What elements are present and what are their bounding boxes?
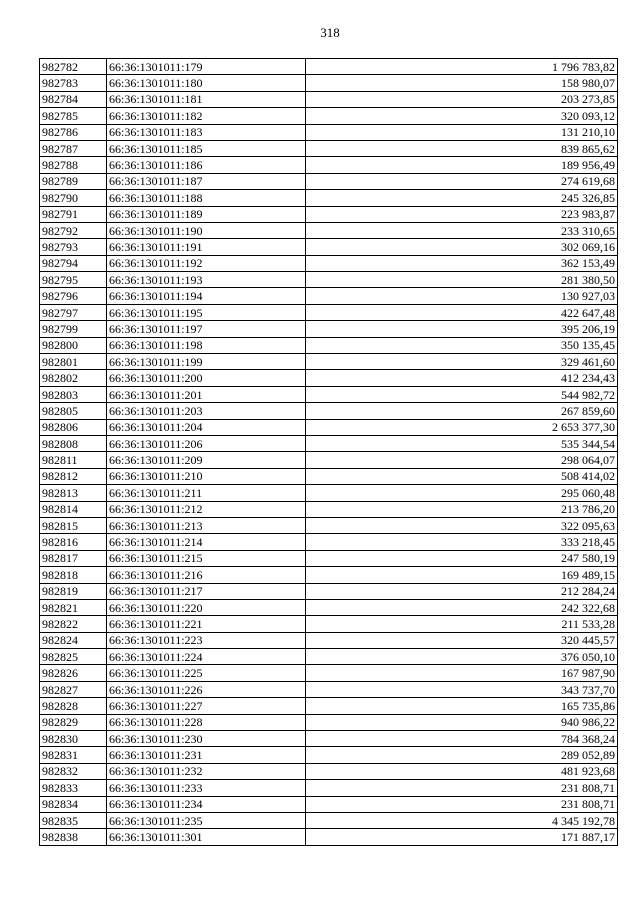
table-row (40, 206, 618, 222)
cadastral-number-cell: 66:36:1301011:224 (107, 649, 306, 665)
row-id-cell: 982793 (40, 239, 107, 255)
table-row (40, 403, 618, 419)
table-row (40, 321, 618, 337)
cadastral-value-cell: 481 923,68 (306, 763, 618, 779)
cadastral-number-cell: 66:36:1301011:201 (107, 386, 306, 402)
cadastral-number-cell: 66:36:1301011:198 (107, 337, 306, 353)
cadastral-number-cell: 66:36:1301011:204 (107, 419, 306, 435)
table-row (40, 222, 618, 238)
row-id-cell: 982822 (40, 616, 107, 632)
cadastral-value-cell: 289 052,89 (306, 747, 618, 763)
cadastral-value-cell: 298 064,07 (306, 452, 618, 468)
table-row (40, 59, 618, 75)
cadastral-value-cell: 333 218,45 (306, 534, 618, 550)
cadastral-number-cell: 66:36:1301011:217 (107, 583, 306, 599)
cadastral-number-cell: 66:36:1301011:235 (107, 812, 306, 828)
row-id-cell: 982792 (40, 222, 107, 238)
cadastral-number-cell: 66:36:1301011:182 (107, 108, 306, 124)
row-id-cell: 982814 (40, 501, 107, 517)
cadastral-number-cell: 66:36:1301011:197 (107, 321, 306, 337)
cadastral-value-cell: 839 865,62 (306, 140, 618, 156)
row-id-cell: 982784 (40, 91, 107, 107)
row-id-cell: 982815 (40, 517, 107, 533)
cadastral-number-cell: 66:36:1301011:233 (107, 780, 306, 796)
cadastral-value-cell: 213 786,20 (306, 501, 618, 517)
row-id-cell: 982791 (40, 206, 107, 222)
table-row (40, 780, 618, 796)
cadastral-number-cell: 66:36:1301011:226 (107, 681, 306, 697)
cadastral-number-cell: 66:36:1301011:192 (107, 255, 306, 271)
row-id-cell: 982819 (40, 583, 107, 599)
table-row (40, 435, 618, 451)
cadastral-value-cell: 131 210,10 (306, 124, 618, 140)
cadastral-number-cell: 66:36:1301011:191 (107, 239, 306, 255)
row-id-cell: 982811 (40, 452, 107, 468)
table-row (40, 419, 618, 435)
row-id-cell: 982835 (40, 812, 107, 828)
row-id-cell: 982785 (40, 108, 107, 124)
table-row (40, 550, 618, 566)
table-row (40, 468, 618, 484)
cadastral-value-cell: 320 093,12 (306, 108, 618, 124)
cadastral-value-cell: 1 796 783,82 (306, 59, 618, 75)
cadastral-number-cell: 66:36:1301011:193 (107, 272, 306, 288)
cadastral-value-cell: 302 069,16 (306, 239, 618, 255)
cadastral-value-cell: 350 135,45 (306, 337, 618, 353)
table-row (40, 255, 618, 271)
cadastral-number-cell: 66:36:1301011:200 (107, 370, 306, 386)
table-row (40, 583, 618, 599)
row-id-cell: 982821 (40, 599, 107, 615)
table-row (40, 124, 618, 140)
cadastral-value-cell: 784 368,24 (306, 731, 618, 747)
cadastral-value-cell: 343 737,70 (306, 681, 618, 697)
table-row (40, 173, 618, 189)
table-row (40, 140, 618, 156)
row-id-cell: 982790 (40, 190, 107, 206)
row-id-cell: 982830 (40, 731, 107, 747)
cadastral-number-cell: 66:36:1301011:206 (107, 435, 306, 451)
cadastral-number-cell: 66:36:1301011:209 (107, 452, 306, 468)
row-id-cell: 982794 (40, 255, 107, 271)
cadastral-value-cell: 322 095,63 (306, 517, 618, 533)
cadastral-number-cell: 66:36:1301011:228 (107, 714, 306, 730)
row-id-cell: 982833 (40, 780, 107, 796)
cadastral-value-cell: 223 983,87 (306, 206, 618, 222)
row-id-cell: 982816 (40, 534, 107, 550)
table-row (40, 599, 618, 615)
row-id-cell: 982802 (40, 370, 107, 386)
cadastral-value-cell: 211 533,28 (306, 616, 618, 632)
row-id-cell: 982838 (40, 829, 107, 845)
cadastral-value-cell: 212 284,24 (306, 583, 618, 599)
cadastral-number-cell: 66:36:1301011:214 (107, 534, 306, 550)
table-row (40, 304, 618, 320)
cadastral-value-cell: 245 326,85 (306, 190, 618, 206)
cadastral-value-cell: 362 153,49 (306, 255, 618, 271)
cadastral-value-cell: 171 887,17 (306, 829, 618, 845)
cadastral-number-cell: 66:36:1301011:231 (107, 747, 306, 763)
cadastral-number-cell: 66:36:1301011:187 (107, 173, 306, 189)
table-row (40, 288, 618, 304)
table-row (40, 665, 618, 681)
table-row (40, 272, 618, 288)
table-row (40, 812, 618, 828)
cadastral-number-cell: 66:36:1301011:212 (107, 501, 306, 517)
row-id-cell: 982828 (40, 698, 107, 714)
cadastral-value-cell: 2 653 377,30 (306, 419, 618, 435)
row-id-cell: 982808 (40, 435, 107, 451)
row-id-cell: 982800 (40, 337, 107, 353)
row-id-cell: 982827 (40, 681, 107, 697)
cadastral-number-cell: 66:36:1301011:211 (107, 485, 306, 501)
table-row (40, 157, 618, 173)
row-id-cell: 982788 (40, 157, 107, 173)
page-number: 318 (320, 25, 340, 40)
row-id-cell: 982829 (40, 714, 107, 730)
cadastral-number-cell: 66:36:1301011:223 (107, 632, 306, 648)
cadastral-value-cell: 281 380,50 (306, 272, 618, 288)
table-row (40, 452, 618, 468)
row-id-cell: 982801 (40, 354, 107, 370)
cadastral-number-cell: 66:36:1301011:186 (107, 157, 306, 173)
cadastral-number-cell: 66:36:1301011:183 (107, 124, 306, 140)
cadastral-number-cell: 66:36:1301011:234 (107, 796, 306, 812)
row-id-cell: 982795 (40, 272, 107, 288)
cadastral-number-cell: 66:36:1301011:180 (107, 75, 306, 91)
table-row (40, 370, 618, 386)
row-id-cell: 982834 (40, 796, 107, 812)
cadastral-value-cell: 544 982,72 (306, 386, 618, 402)
table-row (40, 501, 618, 517)
cadastral-value-cell: 295 060,48 (306, 485, 618, 501)
cadastral-number-cell: 66:36:1301011:215 (107, 550, 306, 566)
cadastral-value-cell: 4 345 192,78 (306, 812, 618, 828)
cadastral-number-cell: 66:36:1301011:181 (107, 91, 306, 107)
cadastral-number-cell: 66:36:1301011:230 (107, 731, 306, 747)
cadastral-value-cell: 329 461,60 (306, 354, 618, 370)
table-row (40, 567, 618, 583)
cadastral-number-cell: 66:36:1301011:190 (107, 222, 306, 238)
row-id-cell: 982786 (40, 124, 107, 140)
row-id-cell: 982826 (40, 665, 107, 681)
table-row (40, 354, 618, 370)
row-id-cell: 982799 (40, 321, 107, 337)
cadastral-value-cell: 169 489,15 (306, 567, 618, 583)
table-row (40, 337, 618, 353)
table-row (40, 239, 618, 255)
cadastral-number-cell: 66:36:1301011:227 (107, 698, 306, 714)
row-id-cell: 982803 (40, 386, 107, 402)
row-id-cell: 982832 (40, 763, 107, 779)
cadastral-number-cell: 66:36:1301011:185 (107, 140, 306, 156)
cadastral-number-cell: 66:36:1301011:188 (107, 190, 306, 206)
row-id-cell: 982818 (40, 567, 107, 583)
cadastral-value-cell: 412 234,43 (306, 370, 618, 386)
row-id-cell: 982796 (40, 288, 107, 304)
cadastral-number-cell: 66:36:1301011:221 (107, 616, 306, 632)
cadastral-number-cell: 66:36:1301011:301 (107, 829, 306, 845)
table-row (40, 517, 618, 533)
table-row (40, 485, 618, 501)
cadastral-value-cell: 320 445,57 (306, 632, 618, 648)
cadastral-number-cell: 66:36:1301011:210 (107, 468, 306, 484)
cadastral-value-cell: 247 580,19 (306, 550, 618, 566)
row-id-cell: 982813 (40, 485, 107, 501)
table-row (40, 108, 618, 124)
cadastral-number-cell: 66:36:1301011:232 (107, 763, 306, 779)
table-row (40, 616, 618, 632)
table-body (40, 59, 618, 846)
cadastral-number-cell: 66:36:1301011:203 (107, 403, 306, 419)
table-row (40, 190, 618, 206)
cadastral-number-cell: 66:36:1301011:194 (107, 288, 306, 304)
cadastral-value-cell: 376 050,10 (306, 649, 618, 665)
row-id-cell: 982783 (40, 75, 107, 91)
table-row (40, 731, 618, 747)
cadastral-number-cell: 66:36:1301011:225 (107, 665, 306, 681)
cadastral-number-cell: 66:36:1301011:195 (107, 304, 306, 320)
cadastral-number-cell: 66:36:1301011:220 (107, 599, 306, 615)
row-id-cell: 982817 (40, 550, 107, 566)
cadastral-value-cell: 274 619,68 (306, 173, 618, 189)
cadastral-value-cell: 508 414,02 (306, 468, 618, 484)
cadastral-number-cell: 66:36:1301011:179 (107, 59, 306, 75)
row-id-cell: 982805 (40, 403, 107, 419)
cadastral-number-cell: 66:36:1301011:213 (107, 517, 306, 533)
cadastral-value-cell: 233 310,65 (306, 222, 618, 238)
table-row (40, 763, 618, 779)
table-row (40, 75, 618, 91)
cadastral-number-cell: 66:36:1301011:199 (107, 354, 306, 370)
row-id-cell: 982806 (40, 419, 107, 435)
cadastral-value-cell: 422 647,48 (306, 304, 618, 320)
cadastral-value-cell: 940 986,22 (306, 714, 618, 730)
row-id-cell: 982782 (40, 59, 107, 75)
cadastral-value-cell: 203 273,85 (306, 91, 618, 107)
row-id-cell: 982825 (40, 649, 107, 665)
table-row (40, 91, 618, 107)
cadastral-value-cell: 167 987,90 (306, 665, 618, 681)
cadastral-value-cell: 395 206,19 (306, 321, 618, 337)
cadastral-value-cell: 242 322,68 (306, 599, 618, 615)
table-row (40, 714, 618, 730)
table-row (40, 649, 618, 665)
cadastral-value-cell: 165 735,86 (306, 698, 618, 714)
cadastral-value-cell: 130 927,03 (306, 288, 618, 304)
cadastral-value-cell: 231 808,71 (306, 796, 618, 812)
row-id-cell: 982824 (40, 632, 107, 648)
cadastral-number-cell: 66:36:1301011:216 (107, 567, 306, 583)
cadastral-value-cell: 231 808,71 (306, 780, 618, 796)
table-row (40, 698, 618, 714)
row-id-cell: 982797 (40, 304, 107, 320)
table-row (40, 632, 618, 648)
row-id-cell: 982787 (40, 140, 107, 156)
cadastral-value-table (39, 58, 618, 846)
cadastral-number-cell: 66:36:1301011:189 (107, 206, 306, 222)
table-row (40, 829, 618, 845)
row-id-cell: 982789 (40, 173, 107, 189)
table-row (40, 747, 618, 763)
table-row (40, 796, 618, 812)
row-id-cell: 982831 (40, 747, 107, 763)
table-row (40, 681, 618, 697)
row-id-cell: 982812 (40, 468, 107, 484)
cadastral-value-cell: 267 859,60 (306, 403, 618, 419)
cadastral-value-cell: 189 956,49 (306, 157, 618, 173)
cadastral-value-cell: 158 980,07 (306, 75, 618, 91)
cadastral-value-cell: 535 344,54 (306, 435, 618, 451)
table-row (40, 386, 618, 402)
table-row (40, 534, 618, 550)
